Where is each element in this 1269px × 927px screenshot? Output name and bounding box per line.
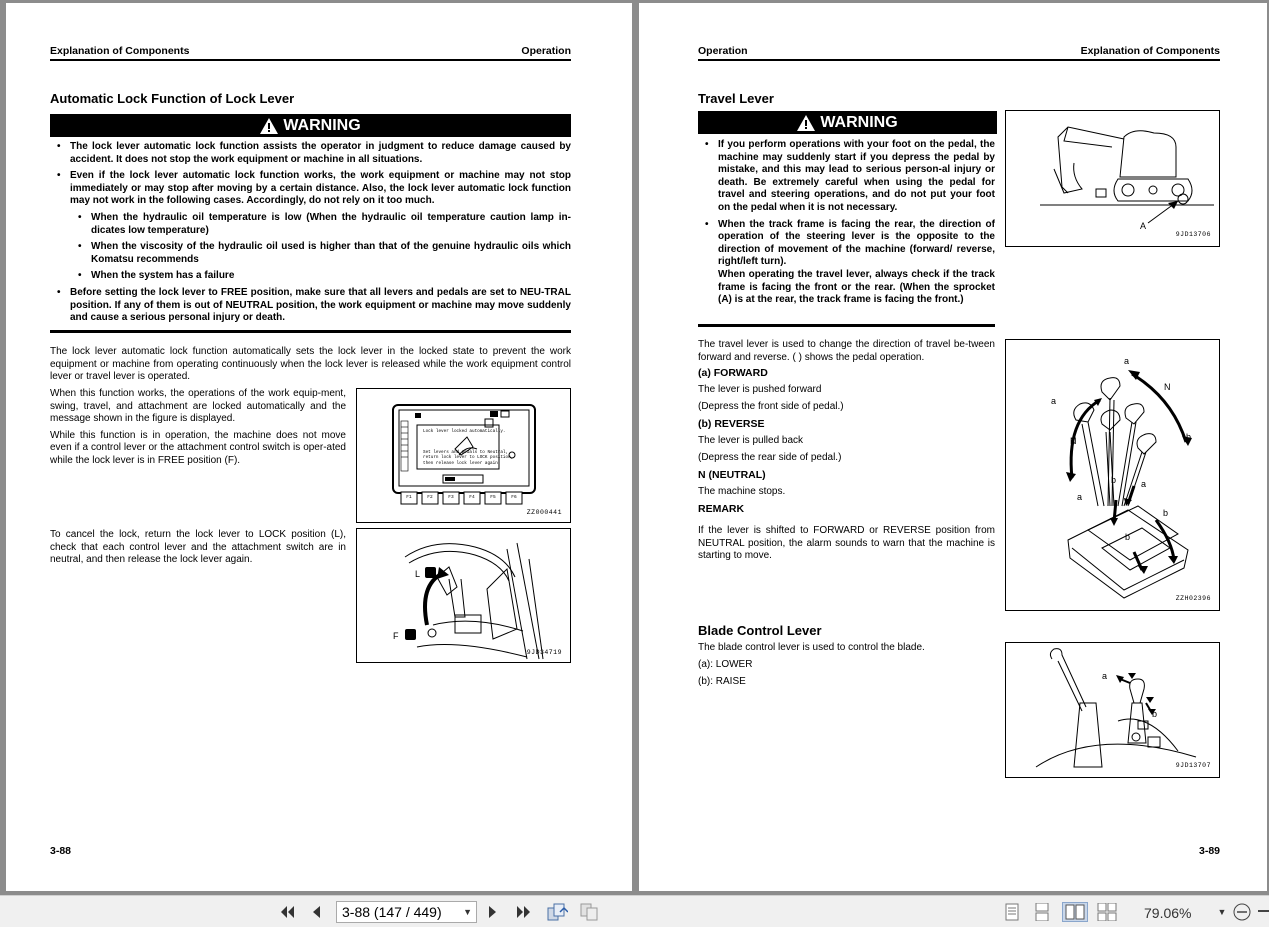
right-section-title: Travel Lever [698, 91, 774, 106]
left-body-paragraph: While this function is in operation, the machine does not move even if a control lever or the attachment control switch is oper-ated while the lock lever is in FREE position (F). [50, 429, 346, 466]
monitor-message-line: Lock lever locked automatically. [423, 429, 506, 434]
zoom-level[interactable]: 79.06% [1144, 905, 1192, 921]
forward-label: a [1051, 396, 1057, 406]
continuous-icon[interactable] [1032, 902, 1052, 922]
position-text: The machine stops. [698, 485, 786, 497]
reverse-label: b [1125, 532, 1131, 542]
left-warning-subitem: • When the system has a failure [50, 270, 571, 283]
function-key-label: F5 [490, 495, 496, 500]
left-section-title: Automatic Lock Function of Lock Lever [50, 91, 295, 106]
right-warning-label: WARNING [820, 113, 898, 131]
left-body-column [50, 388, 346, 472]
lock-lever-figure [356, 528, 571, 663]
figure-id: 9JD34719 [526, 649, 562, 656]
lock-position-label: L [415, 569, 421, 579]
excavator-figure [1005, 110, 1220, 247]
figure-id: 9JD13706 [1175, 231, 1211, 238]
right-header-chapter: Operation [698, 45, 748, 57]
facing-icon[interactable] [1062, 902, 1088, 922]
position-title: (a) FORWARD [698, 367, 768, 379]
right-warning-continuation [698, 269, 995, 307]
left-page [6, 3, 632, 891]
prev-page-icon[interactable] [308, 902, 324, 922]
travel-positions [698, 367, 995, 520]
left-cancel-paragraph: To cancel the lock, return the lock lever to LOCK position (L), check that each control lever and the attachment switch are in neutral, and then release the lock lever again. [50, 529, 346, 566]
continuous-facing-icon[interactable] [1096, 902, 1118, 922]
right-warning-banner [698, 111, 997, 134]
left-intro-paragraph: The lock lever automatic lock function automatically sets the lock lever in the locked state to prevent the work equipment or machine from operating continuously when the lock lever is released while the work equipment control lever or travel lever is operated. [50, 346, 571, 383]
neutral-label: N [1164, 382, 1171, 392]
right-page-number: 3-89 [1198, 845, 1220, 857]
left-warning-subitem: • When the hydraulic oil temperature is low (When the hydraulic oil temperature caution lamp in-dicates low temperature) [50, 212, 571, 237]
blade-intro: The blade control lever is used to control the blade. [698, 642, 925, 653]
travel-intro: The travel lever is used to change the direction of travel be-tween forward and reverse. ( ) shows the pedal operation. [698, 339, 995, 363]
left-warning-label: WARNING [283, 116, 361, 134]
blade-section-title: Blade Control Lever [698, 623, 822, 638]
position-text: (Depress the front side of pedal.) [698, 400, 844, 412]
left-page-number: 3-88 [50, 845, 72, 857]
right-warning-list [698, 139, 995, 311]
left-warning-list [50, 141, 571, 329]
travel-lever-figure [1005, 339, 1220, 611]
function-key-label: F6 [511, 495, 517, 500]
figure-id: ZZ000441 [526, 509, 562, 516]
zoom-slider-track[interactable] [1258, 910, 1269, 912]
remark-text: If the lever is shifted to FORWARD or REVERSE position from NEUTRAL position, the alarm sounds to warn that the machine is starting to move. [698, 525, 995, 562]
right-warning-continuation-text: When operating the travel lever, always check if the track frame is facing the front or the rear. (When the sprocket (A) is at the rear, the track frame is facing the front.) [718, 268, 995, 306]
left-header-rule [50, 59, 571, 61]
position-title: (b) REVERSE [698, 417, 765, 430]
reverse-label: b [1163, 508, 1169, 518]
right-header-section: Explanation of Components [1080, 45, 1220, 57]
monitor-message-line: then release lock lever again. [423, 460, 501, 466]
forward-label: a [1124, 356, 1130, 366]
left-warning-banner [50, 114, 571, 137]
function-key-label: F4 [469, 495, 475, 500]
single-page-icon[interactable] [1002, 902, 1022, 922]
function-key-label: F2 [427, 495, 433, 500]
left-header-section: Explanation of Components [50, 45, 190, 57]
figure-id: 9JD13707 [1175, 762, 1211, 769]
figure-id: ZZH02396 [1175, 595, 1211, 602]
blade-list [698, 642, 995, 693]
blade-item: (b): RAISE [698, 675, 746, 687]
right-page [639, 3, 1267, 891]
right-warning-item: • If you perform operations with your foot on the pedal, the machine may suddenly start if you depress the pedal by mistake, and this may lead to serious person-al injury or death. Be extremely careful when using the pedal for travel and steering operations, and do not put your foot on the pedal when it is not necessary. [698, 139, 995, 215]
position-text: The lever is pushed forward [698, 383, 822, 395]
reverse-label: b [1186, 432, 1192, 442]
left-header-chapter: Operation [521, 45, 571, 57]
blade-lever-figure [1005, 642, 1220, 778]
forward-label: a [1141, 479, 1147, 489]
remark-title: REMARK [698, 502, 745, 515]
function-key-labels [401, 495, 522, 500]
left-warning-item: • Before setting the lock lever to FREE position, make sure that all levers and pedals are set to NEU-TRAL position. If any of them is out of NEUTRAL position, the work equipment or machine may move suddenly and cause a serious personal injury or death. [50, 287, 571, 325]
function-key-label: F3 [448, 495, 454, 500]
raise-label: b [1152, 709, 1158, 719]
chevron-down-icon[interactable]: ▼ [463, 907, 472, 917]
neutral-label: N [1070, 436, 1077, 446]
warning-icon [797, 115, 815, 131]
sprocket-label: A [1140, 221, 1147, 231]
position-text: The lever is pulled back [698, 434, 804, 446]
left-warning-item: • The lock lever automatic lock function assists the operator in judgment to reduce damage caused by accident. It does not stop the work equipment or machine in all situations. [50, 141, 571, 166]
lower-label: a [1102, 671, 1108, 681]
first-page-icon[interactable] [278, 902, 298, 922]
page-number-value: 3-88 (147 / 449) [342, 904, 442, 920]
zoom-menu-icon[interactable]: ▼ [1217, 907, 1227, 917]
right-warning-item: • When the track frame is facing the rear, the direction of operation of the steering lever is the opposite to the direction of movement of the machine (forward/ reverse, right/left turn). [698, 219, 995, 269]
zoom-out-icon[interactable] [1231, 902, 1253, 922]
right-warning-rule [698, 324, 995, 327]
monitor-message [423, 429, 513, 466]
next-page-icon[interactable] [485, 902, 501, 922]
next-view-icon[interactable] [578, 902, 602, 922]
monitor-figure [356, 388, 571, 523]
monitor-message-line: Set levers and pedals to Neutral, [423, 449, 509, 455]
warning-icon [260, 118, 278, 134]
prev-view-icon[interactable] [545, 902, 569, 922]
excavator-illustration [1006, 111, 1221, 248]
last-page-icon[interactable] [513, 902, 533, 922]
left-body-paragraph: When this function works, the operations of the work equip-ment, swing, travel, and attachment are locked automatically and the message shown in the figure is displayed. [50, 388, 346, 425]
page-number-field[interactable] [336, 901, 477, 923]
reverse-label: b [1111, 475, 1117, 485]
position-title: N (NEUTRAL) [698, 468, 766, 481]
monitor-message-line: return lock lever to LOCK position, [423, 455, 514, 460]
position-text: (Depress the rear side of pedal.) [698, 451, 842, 463]
forward-label: a [1077, 492, 1083, 502]
blade-lever-illustration [1006, 643, 1221, 779]
left-warning-rule [50, 330, 571, 333]
lock-lever-illustration [357, 529, 572, 664]
function-key-label: F1 [406, 495, 412, 500]
left-warning-subitem: • When the viscosity of the hydraulic oil used is higher than that of the genuine hydraulic oils which Komatsu recommends [50, 241, 571, 266]
free-position-label: F [393, 631, 399, 641]
blade-item: (a): LOWER [698, 658, 753, 670]
viewer-toolbar [0, 895, 1269, 927]
left-warning-item: • Even if the lock lever automatic lock function works, the work equipment or machine may not stop immediately or may stop after moving by a certain distance. Also, the lock lever automatic lock function may not work in the following cases. Accordingly, do not rely on it too much. [50, 170, 571, 208]
right-header-rule [698, 59, 1220, 61]
